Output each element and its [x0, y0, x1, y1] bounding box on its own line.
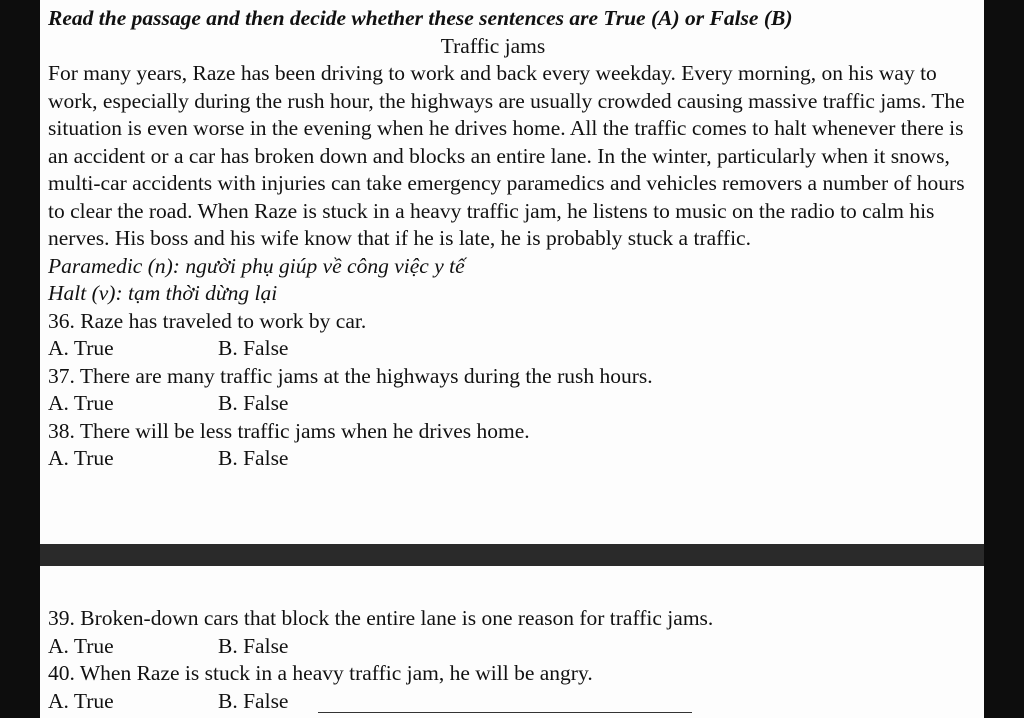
options-39 [48, 633, 968, 661]
question-40: 40. When Raze is stuck in a heavy traffic jam, he will be angry. [48, 661, 593, 685]
option-false[interactable]: B. False [218, 446, 289, 470]
options-38 [48, 445, 968, 473]
options-37 [48, 390, 968, 418]
option-false[interactable]: B. False [218, 633, 289, 658]
options-36 [48, 335, 968, 363]
glossary-item: Paramedic (n): người phụ giúp về công việc y tế [48, 253, 465, 278]
option-true[interactable]: A. True [48, 391, 114, 415]
option-true[interactable]: A. True [48, 446, 114, 470]
answer-blank-line [318, 712, 692, 713]
question-38: 38. There will be less traffic jams when he drives home. [48, 418, 530, 443]
option-true[interactable]: A. True [48, 633, 114, 658]
option-false[interactable]: B. False [218, 688, 289, 713]
worksheet-top [48, 5, 968, 473]
question-37: 37. There are many traffic jams at the highways during the rush hours. [48, 363, 653, 388]
left-dark-margin [0, 0, 40, 718]
option-true[interactable]: A. True [48, 688, 114, 713]
page-break-band [40, 544, 984, 566]
passage-title: Traffic jams [440, 33, 546, 58]
worksheet-bottom [48, 605, 968, 715]
passage-text: For many years, Raze has been driving to work and back every weekday. Every morning, on his way to work, especially during the rush hour, the highways are usually crowded causing massive traffic jams. The situation is even worse in the evening when he drives home. All the traffic comes to halt whenever there is an accident or a car has broken down and blocks an entire lane. In the winter, particularly when it snows, multi-car accidents with injuries can take emergency paramedics and vehicles removers a number of hours to clear the road. When Raze is stuck in a heavy traffic jam, he listens to music on the radio to calm his nerves. His boss and his wife know that if he is late, he is probably stuck a traffic. [48, 61, 965, 250]
option-false[interactable]: B. False [218, 336, 289, 360]
option-true[interactable]: A. True [48, 336, 114, 360]
options-40 [48, 688, 968, 716]
option-false[interactable]: B. False [218, 391, 289, 415]
right-dark-margin [984, 0, 1024, 718]
glossary-item: Halt (v): tạm thời dừng lại [48, 281, 278, 305]
question-36: 36. Raze has traveled to work by car. [48, 308, 367, 333]
question-39: 39. Broken-down cars that block the entire lane is one reason for traffic jams. [48, 606, 714, 630]
instruction-text: Read the passage and then decide whether these sentences are True (A) or False (B) [48, 6, 793, 30]
